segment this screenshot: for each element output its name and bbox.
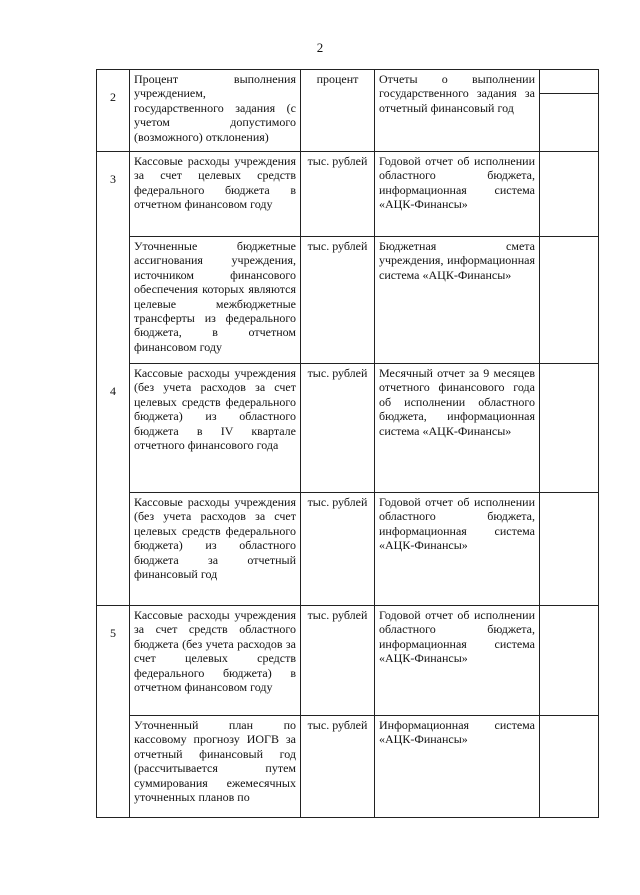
table-row	[97, 237, 599, 364]
table-row	[97, 493, 599, 606]
row-number: 3	[97, 152, 130, 237]
empty-cell	[540, 237, 599, 364]
data-source: Годовой отчет об исполнении областного бюджета, информационная система «АЦК-Финансы»	[375, 606, 540, 716]
page-number: 2	[316, 40, 324, 55]
empty-cell	[540, 493, 599, 606]
indicator-description: Уточненный план по кассовому прогнозу ИОГВ за отчетный финансовый год (рассчитывается путем суммирования ежемесячных уточненных планов по	[130, 716, 301, 818]
indicator-description: Кассовые расходы учреждения (без учета расходов за счет целевых средств федерального бюджета) из областного бюджета за отчетный финансовый год	[130, 493, 301, 606]
indicators-table	[96, 69, 599, 818]
unit-of-measure: тыс. рублей	[301, 493, 375, 606]
data-source: Отчеты о выполнении государственного задания за отчетный финансовый год	[375, 70, 540, 152]
row-number	[97, 493, 130, 606]
indicator-description: Уточненные бюджетные ассигнования учреждения, источником финансового обеспечения которых являются целевые межбюджетные трансферты из федерального бюджета, в отчетном финансовом году	[130, 237, 301, 364]
empty-cell	[540, 606, 599, 716]
empty-cell	[540, 364, 599, 493]
indicator-description: Кассовые расходы учреждения за счет целевых средств федерального бюджета в отчетном финансовом году	[130, 152, 301, 237]
unit-of-measure: тыс. рублей	[301, 237, 375, 364]
table-row	[97, 606, 599, 716]
unit-of-measure: процент	[301, 70, 375, 152]
row-number: 4	[97, 364, 130, 493]
data-source: Годовой отчет об исполнении областного бюджета, информационная система «АЦК-Финансы»	[375, 152, 540, 237]
row-number	[97, 237, 130, 364]
data-source: Годовой отчет об исполнении областного бюджета, информационная система «АЦК-Финансы»	[375, 493, 540, 606]
empty-cell	[540, 70, 599, 152]
row-number	[97, 716, 130, 818]
cell-divider	[540, 70, 598, 94]
empty-cell	[540, 716, 599, 818]
unit-of-measure: тыс. рублей	[301, 716, 375, 818]
unit-of-measure: тыс. рублей	[301, 606, 375, 716]
data-source: Месячный отчет за 9 месяцев отчетного финансового года об исполнении областного бюджета, информационная система «АЦК-Финансы»	[375, 364, 540, 493]
indicator-description: Кассовые расходы учреждения за счет средств областного бюджета (без учета расходов за счет целевых средств федерального бюджета) в отчетном финансовом году	[130, 606, 301, 716]
empty-cell	[540, 152, 599, 237]
data-source: Бюджетная смета учреждения, информационная система «АЦК-Финансы»	[375, 237, 540, 364]
table-row	[97, 364, 599, 493]
table-row	[97, 152, 599, 237]
table-row	[97, 70, 599, 152]
unit-of-measure: тыс. рублей	[301, 152, 375, 237]
indicator-description: Процент выполнения учреждением, государственного задания (с учетом допустимого (возможного) отклонения)	[130, 70, 301, 152]
unit-of-measure: тыс. рублей	[301, 364, 375, 493]
table-row	[97, 716, 599, 818]
row-number: 2	[97, 70, 130, 152]
indicator-description: Кассовые расходы учреждения (без учета расходов за счет целевых средств федерального бюджета) из областного бюджета в IV квартале отчетного финансового года	[130, 364, 301, 493]
data-source: Информационная система «АЦК-Финансы»	[375, 716, 540, 818]
row-number: 5	[97, 606, 130, 716]
